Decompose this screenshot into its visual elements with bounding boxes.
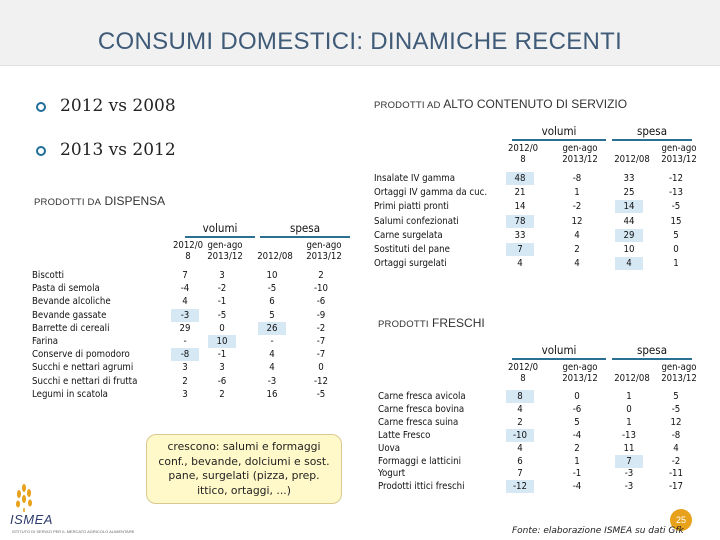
table-cell: -5 <box>267 283 277 295</box>
table-cell: 10 <box>266 270 278 281</box>
table-cell: 25 <box>623 187 635 199</box>
volumi-header: volumi <box>541 124 577 138</box>
col-header-genago-spesa: gen-ago 2013/12 <box>661 362 697 384</box>
volumi-header: volumi <box>541 343 577 357</box>
col-header-genago-vol: gen-ago 2013/12 <box>562 143 598 165</box>
table-cell: 7 <box>517 468 523 480</box>
bullet-list <box>36 96 176 184</box>
row-label: Sostituti del pane <box>374 244 450 255</box>
table-cell: -7 <box>316 349 326 361</box>
table-cell: 48 <box>506 172 534 185</box>
table-cell: 4 <box>574 258 580 270</box>
table-cell: -3 <box>624 481 634 493</box>
table-cell: 4 <box>673 442 679 454</box>
row-label: Biscotti <box>32 270 65 281</box>
table-cell: 2 <box>574 244 580 255</box>
table-cell: 10 <box>623 244 635 255</box>
table-cell: -3 <box>267 375 277 387</box>
table-cell: -12 <box>668 173 684 184</box>
row-label: Latte Fresco <box>378 429 431 441</box>
bullet-text: 2013 vs 2012 <box>60 140 176 160</box>
row-label: Ortaggi surgelati <box>374 258 447 270</box>
page-number-badge: 25 <box>670 509 692 531</box>
table-cell: 4 <box>269 362 275 374</box>
bullet-item <box>36 140 176 184</box>
table-cell: 7 <box>506 243 534 256</box>
table-cell: 3 <box>219 270 225 281</box>
table-cell: -9 <box>316 309 326 321</box>
spesa-header-line <box>612 358 692 360</box>
row-label: Conserve di pomodoro <box>32 349 130 361</box>
bullet-circle-icon <box>36 146 46 156</box>
table-cell: 10 <box>208 335 236 348</box>
row-label: Insalate IV gamma <box>374 173 455 184</box>
col-header-2012-08-spesa: 2012/08 <box>257 251 293 262</box>
table-cell: 7 <box>615 455 643 468</box>
row-label: Carne fresca bovina <box>378 403 465 415</box>
row-label: Formaggi e latticini <box>378 455 461 467</box>
table-cell: 0 <box>574 391 580 402</box>
table-cell: 1 <box>673 258 679 270</box>
table-cell: -4 <box>572 481 582 493</box>
table-cell: 7 <box>182 270 188 281</box>
row-label: Primi piatti pronti <box>374 201 449 213</box>
table-cell: 4 <box>615 257 643 270</box>
table-cell: -2 <box>671 455 681 467</box>
spesa-header: spesa <box>636 343 668 357</box>
table-cell: -5 <box>316 388 326 400</box>
spesa-header-line <box>260 236 350 238</box>
freschi-section-label: PRODOTTI FRESCHI <box>378 316 485 330</box>
row-label: Bevande alcoliche <box>32 296 111 308</box>
table-cell: 3 <box>182 388 188 400</box>
table-cell: -8 <box>572 173 582 184</box>
table-cell: -6 <box>316 296 326 308</box>
spesa-header: spesa <box>636 124 668 138</box>
col-header-2012-08-vol: 2012/0 8 <box>507 362 539 384</box>
table-cell: -7 <box>316 336 326 347</box>
table-cell: 29 <box>615 229 643 242</box>
table-cell: 5 <box>673 229 679 241</box>
table-cell: 4 <box>517 442 523 454</box>
table-cell: -11 <box>668 468 684 480</box>
slide-title: CONSUMI DOMESTICI: DINAMICHE RECENTI <box>97 28 623 55</box>
bullet-item <box>36 96 176 140</box>
row-label: Succhi e nettari di frutta <box>32 375 138 387</box>
table-cell: 4 <box>574 229 580 241</box>
logo-subtitle: ISTITUTO DI SERVIZI PER IL MERCATO AGRICOLO ALIMENTARE <box>12 529 135 534</box>
spesa-header-line <box>612 139 692 141</box>
table-cell: 2 <box>517 416 523 428</box>
table-cell: -1 <box>572 468 582 480</box>
table-cell: 1 <box>574 455 580 467</box>
table-cell: 5 <box>574 416 580 428</box>
col-header-2012-08-vol: 2012/0 8 <box>507 143 539 165</box>
table-cell: 2 <box>182 375 188 387</box>
table-cell: -6 <box>217 375 227 387</box>
table-cell: -2 <box>572 201 582 213</box>
spesa-header: spesa <box>289 221 321 235</box>
col-header-genago-spesa: gen-ago 2013/12 <box>306 240 342 262</box>
row-label: Carne surgelata <box>374 229 443 241</box>
table-cell: 15 <box>670 215 682 227</box>
col-header-2012-08-spesa: 2012/08 <box>614 154 650 165</box>
row-label: Prodotti ittici freschi <box>378 481 465 493</box>
table-cell: - <box>183 336 187 347</box>
table-cell: 11 <box>623 442 635 454</box>
table-cell: 2 <box>318 270 324 281</box>
table-cell: -10 <box>506 429 534 442</box>
table-cell: 33 <box>514 229 526 241</box>
table-cell: 14 <box>514 201 526 213</box>
table-cell: 44 <box>623 215 635 227</box>
table-cell: -1 <box>217 349 227 361</box>
table-cell: -10 <box>313 283 329 295</box>
row-label: Yogurt <box>378 468 406 480</box>
table-cell: -8 <box>671 429 681 441</box>
table-cell: 4 <box>269 349 275 361</box>
dispensa-section-label: PRODOTTI DA DISPENSA <box>34 194 166 208</box>
table-cell: -4 <box>180 283 190 295</box>
row-label: Pasta di semola <box>32 283 100 295</box>
table-cell: -17 <box>668 481 684 493</box>
table-cell: 3 <box>182 362 188 374</box>
row-label: Salumi confezionati <box>374 215 459 227</box>
table-cell: -13 <box>668 187 684 199</box>
row-label: Carne fresca suina <box>378 416 459 428</box>
table-cell: -3 <box>171 309 199 322</box>
table-cell: -5 <box>671 403 681 415</box>
table-cell: 0 <box>673 244 679 255</box>
servizio-section-label: PRODOTTI AD ALTO CONTENUTO DI SERVIZIO <box>374 97 628 111</box>
col-header-genago-vol: gen-ago 2013/12 <box>562 362 598 384</box>
table-cell: - <box>270 336 274 347</box>
table-cell: -4 <box>572 429 582 441</box>
table-cell: 5 <box>673 391 679 402</box>
row-label: Barrette di cereali <box>32 322 110 334</box>
table-cell: 0 <box>318 362 324 374</box>
table-cell: 4 <box>182 296 188 308</box>
table-cell: -12 <box>506 480 534 493</box>
table-cell: 16 <box>266 388 278 400</box>
row-label: Farina <box>32 336 59 347</box>
col-header-genago-vol: gen-ago 2013/12 <box>207 240 243 262</box>
table-cell: 2 <box>219 388 225 400</box>
table-cell: 3 <box>219 362 225 374</box>
table-cell: 78 <box>506 215 534 228</box>
table-cell: 1 <box>626 416 632 428</box>
table-cell: 21 <box>514 187 526 199</box>
table-cell: 1 <box>574 187 580 199</box>
table-cell: 12 <box>670 416 682 428</box>
table-cell: -5 <box>671 201 681 213</box>
logo-text: ISMEA <box>10 512 53 527</box>
source-note: Fonte: elaborazione ISMEA su dati Gfk <box>512 526 684 536</box>
bullet-text: 2012 vs 2008 <box>60 96 176 116</box>
col-header-2012-08-spesa: 2012/08 <box>614 373 650 384</box>
table-cell: -2 <box>316 322 326 334</box>
table-cell: 1 <box>626 391 632 402</box>
volumi-header-line <box>512 358 606 360</box>
table-cell: 29 <box>179 322 191 334</box>
row-label: Succhi e nettari agrumi <box>32 362 134 374</box>
row-label: Bevande gassate <box>32 309 107 321</box>
col-header-2012-08-vol: 2012/0 8 <box>172 240 204 262</box>
table-cell: -6 <box>572 403 582 415</box>
table-cell: -3 <box>624 468 634 480</box>
row-label: Ortaggi IV gamma da cuc. <box>374 187 488 199</box>
col-header-genago-spesa: gen-ago 2013/12 <box>661 143 697 165</box>
table-cell: -5 <box>217 309 227 321</box>
table-cell: -8 <box>171 348 199 361</box>
table-cell: 4 <box>517 258 523 270</box>
table-cell: 33 <box>623 173 635 184</box>
table-cell: 5 <box>269 309 275 321</box>
table-cell: 14 <box>615 200 643 213</box>
table-cell: 0 <box>626 403 632 415</box>
row-label: Legumi in scatola <box>32 388 108 400</box>
table-cell: -2 <box>217 283 227 295</box>
table-cell: -12 <box>313 375 329 387</box>
bullet-circle-icon <box>36 102 46 112</box>
table-cell: 4 <box>517 403 523 415</box>
row-label: Uova <box>378 442 400 454</box>
table-cell: 0 <box>219 322 225 334</box>
table-cell: 6 <box>517 455 523 467</box>
callout-note: crescono: salumi e formaggi conf., bevande, dolciumi e sost. pane, surgelati (pizza, prep. ittico, ortaggi, ...) <box>146 434 342 504</box>
row-label: Carne fresca avicola <box>378 391 466 402</box>
table-cell: 6 <box>269 296 275 308</box>
table-cell: -13 <box>621 429 637 441</box>
table-cell: 26 <box>258 322 286 335</box>
volumi-header-line <box>185 236 255 238</box>
table-cell: 8 <box>506 390 534 403</box>
table-cell: 12 <box>571 215 583 227</box>
volumi-header-line <box>512 139 606 141</box>
table-cell: 2 <box>574 442 580 454</box>
table-cell: -1 <box>217 296 227 308</box>
volumi-header: volumi <box>202 221 238 235</box>
